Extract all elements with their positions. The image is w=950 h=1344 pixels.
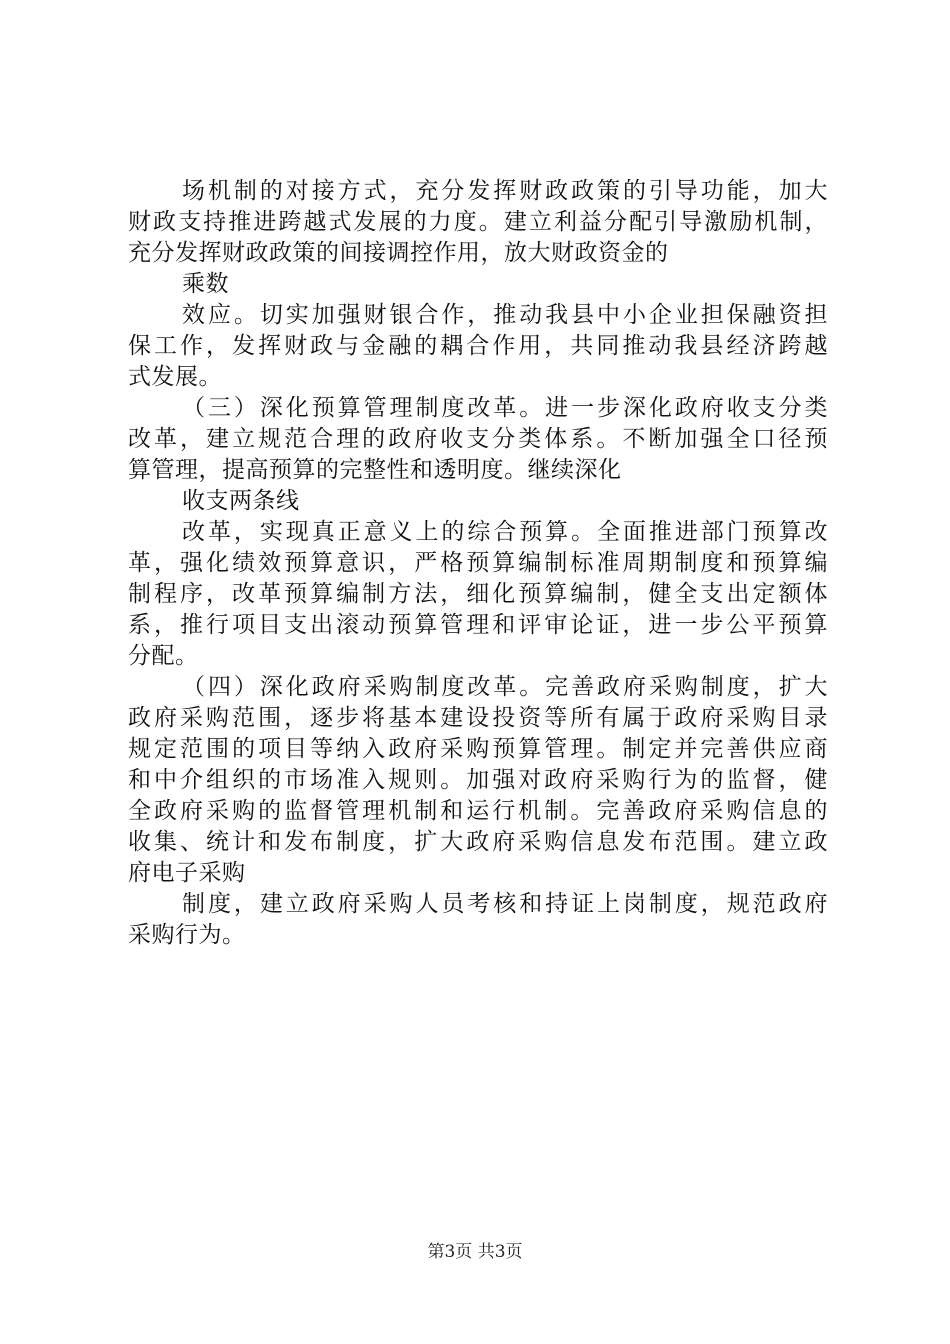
text-line: 改革，实现真正意义上的综合预算。全面推进部门预算改 bbox=[182, 519, 828, 545]
text-line: 府电子采购 bbox=[128, 860, 246, 886]
text-line: 规定范围的项目等纳入政府采购预算管理。制定并完善供应商 bbox=[128, 736, 828, 762]
text-line: 充分发挥财政政策的间接调控作用，放大财政资金的 bbox=[128, 240, 669, 266]
text-line: 革，强化绩效预算意识，严格预算编制标准周期制度和预算编 bbox=[128, 550, 828, 576]
text-line: 效应。切实加强财银合作，推动我县中小企业担保融资担 bbox=[182, 302, 828, 328]
text-line: 保工作，发挥财政与金融的耦合作用，共同推动我县经济跨越 bbox=[128, 333, 828, 359]
text-line: 算管理，提高预算的完整性和透明度。继续深化 bbox=[128, 457, 622, 483]
text-line: 政府采购范围，逐步将基本建设投资等所有属于政府采购目录 bbox=[128, 705, 828, 731]
text-line: 和中介组织的市场准入规则。加强对政府采购行为的监督，健 bbox=[128, 767, 828, 793]
text-line: 乘数 bbox=[182, 271, 229, 297]
text-line: （三）深化预算管理制度改革。进一步深化政府收支分类 bbox=[182, 395, 828, 421]
text-line: 系，推行项目支出滚动预算管理和评审论证，进一步公平预算 bbox=[128, 612, 828, 638]
page-footer: 第3页 共3页 bbox=[427, 1242, 523, 1262]
text-line: 采购行为。 bbox=[128, 922, 246, 948]
text-line: 式发展。 bbox=[128, 364, 222, 390]
text-line: 财政支持推进跨越式发展的力度。建立利益分配引导激励机制， bbox=[128, 209, 828, 235]
text-line: 改革，建立规范合理的政府收支分类体系。不断加强全口径预 bbox=[128, 426, 828, 452]
text-line: 收支两条线 bbox=[182, 488, 300, 514]
text-line: 分配。 bbox=[128, 643, 199, 669]
text-line: 制程序，改革预算编制方法，细化预算编制，健全支出定额体 bbox=[128, 581, 828, 607]
text-line: 收集、统计和发布制度，扩大政府采购信息发布范围。建立政 bbox=[128, 829, 828, 855]
body-text bbox=[128, 176, 828, 951]
text-line: 场机制的对接方式，充分发挥财政政策的引导功能，加大 bbox=[182, 178, 828, 204]
text-line: （四）深化政府采购制度改革。完善政府采购制度，扩大 bbox=[182, 674, 828, 700]
text-line: 全政府采购的监督管理机制和运行机制。完善政府采购信息的 bbox=[128, 798, 828, 824]
text-line: 制度，建立政府采购人员考核和持证上岗制度，规范政府 bbox=[182, 891, 828, 917]
